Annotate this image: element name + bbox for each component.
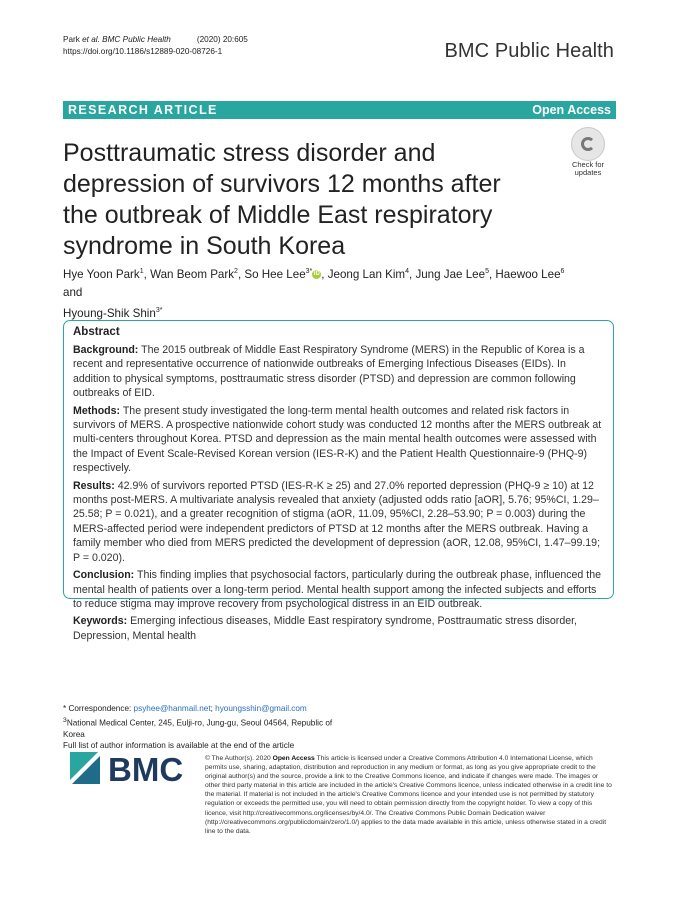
- author-separator: ,: [321, 267, 328, 281]
- abstract-background: [73, 343, 605, 401]
- keywords-text: Emerging infectious diseases, Middle East respiratory syndrome, Posttraumatic stress disorder, Depression, Mental health: [73, 615, 578, 642]
- open-access-label: Open Access: [532, 103, 611, 117]
- full-author-info-note: Full list of author information is available at the end of the article: [63, 741, 295, 751]
- results-text: 42.9% of survivors reported PTSD (IES-R-K ≥ 25) and 27.0% reported depression (PHQ-9 ≥ 10) at 12 months post-MERS. A multivariate analysis revealed that anxiety (adjusted odds ratio [aOR], 5.76; 95%CI, 1.29–25.58; P = 0.021), and a greater recognition of stigma (aOR, 11.09, 95%CI, 2.28–53.90; P = 0.003) during the MERS-affected period were independent predictors of PTSD at 12 months after the MERS outbreak. Having a family member who died from MERS predicted the development of depression (aOR, 12.08, 95%CI, 1.47–99.19; P = 0.020).: [73, 479, 601, 564]
- results-label: Results:: [73, 479, 115, 492]
- author-list: [63, 263, 583, 323]
- author-affiliation: 3*: [155, 306, 163, 314]
- author-name[interactable]: So Hee Lee: [244, 267, 306, 281]
- check-updates-label: Check for updates: [571, 160, 605, 177]
- author-affiliation: 3*: [305, 268, 313, 275]
- author-name[interactable]: Jeong Lan Kim: [327, 267, 406, 281]
- author-affiliation: 6: [560, 268, 565, 275]
- check-updates-icon: [571, 127, 605, 161]
- email-separator: ;: [210, 704, 216, 713]
- correspondence-line: [63, 703, 333, 715]
- orcid-icon[interactable]: iD: [313, 271, 320, 278]
- citation-journal: et al. BMC Public Health: [82, 35, 171, 44]
- journal-name: BMC Public Health: [444, 40, 614, 62]
- doi-link[interactable]: https://doi.org/10.1186/s12889-020-08726-1: [63, 47, 223, 56]
- methods-text: The present study investigated the long-term mental health outcomes and related risk factors in survivors of MERS. A prospective nationwide cohort study was conducted 12 months after the MERS outbreak at multi-centers throughout Korea. PTSD and depression as the main mental health outcomes were assessed with the Impact of Event Scale-Revised Korean version (IES-R-K) and the Patient Health Questionnaire-9 (PHQ-9) respectively.: [73, 404, 602, 475]
- keywords-label: Keywords:: [73, 615, 128, 628]
- copyright-notice: © The Author(s). 2020: [205, 755, 273, 762]
- email-link[interactable]: psyhee@hanmail.net: [133, 704, 211, 713]
- author-separator: ,: [143, 267, 151, 281]
- author-name[interactable]: Hyoung-Shik Shin: [63, 306, 156, 320]
- author-affiliation: 4: [405, 268, 409, 275]
- abstract-box: [63, 320, 614, 642]
- correspondence-label: * Correspondence:: [63, 704, 134, 713]
- author-separator: ,: [408, 267, 416, 281]
- abstract-conclusion: [73, 568, 605, 611]
- email-link[interactable]: hyoungsshin@gmail.com: [215, 704, 307, 713]
- open-access-notice: Open Access: [272, 755, 315, 762]
- author-separator: ,: [237, 267, 245, 281]
- license-text: [205, 754, 615, 836]
- bmc-logo-text: BMC: [108, 751, 184, 786]
- affiliation-text: National Medical Center, 245, Eulji-ro, Jung-gu, Seoul 04564, Republic of Korea: [63, 718, 333, 739]
- methods-label: Methods:: [73, 404, 121, 417]
- author-name[interactable]: Jung Jae Lee: [415, 267, 486, 281]
- abstract-methods: [73, 404, 605, 476]
- conclusion-label: Conclusion:: [73, 569, 135, 582]
- running-header: [63, 34, 248, 58]
- article-type-banner: [63, 101, 616, 119]
- article-title: Posttraumatic stress disorder and depression of survivors 12 months after the outbreak of Middle East respiratory syndrome in South Korea: [63, 139, 501, 260]
- citation-authors: Park: [63, 35, 83, 44]
- author-affiliation: 5: [485, 268, 489, 275]
- abstract-keywords: [73, 614, 605, 643]
- citation-line: [63, 34, 248, 46]
- abstract-results: [73, 479, 605, 565]
- author-separator: ,: [488, 267, 496, 281]
- check-for-updates-button[interactable]: [563, 127, 613, 182]
- author-name[interactable]: Haewoo Lee: [495, 267, 561, 281]
- author-affiliation: 1: [139, 268, 144, 275]
- affiliation-note: [63, 715, 333, 741]
- footnotes: [63, 703, 333, 752]
- author-conjunction: and: [63, 285, 83, 299]
- author-name[interactable]: Wan Beom Park: [150, 267, 235, 281]
- affiliation-number: 3: [63, 716, 67, 724]
- conclusion-text: This finding implies that psychosocial factors, particularly during the outbreak phase, influenced the mental health of patients over a long-term period. Mental health support among the infected subjects and efforts to reduce stigma may improve recovery from psychological distress in an EID outbreak.: [73, 569, 601, 610]
- refresh-icon: [581, 137, 595, 151]
- citation-year: (2020) 20:605: [196, 35, 248, 44]
- license-body: This article is licensed under a Creative Commons Attribution 4.0 International License, which permits use, sharing, adaptation, distribution and reproduction in any medium or format, as long as you give appropriate credit to the original author(s) and the source, provide a link to the Creative Commons licence, and indicate if changes were made. The images or other third party material in this article are included in the article's Creative Commons licence, unless indicated otherwise in a credit line to the material. If material is not included in the article's Creative Commons licence and your intended use is not permitted by statutory regulation or exceeds the permitted use, you will need to obtain permission directly from the copyright holder. To view a copy of this licence, visit http://creativecommons.org/licenses/by/4.0/. The Creative Commons Public Domain Dedication waiver (http://creativecommons.org/publicdomain/zero/1.0/) applies to the data made available in this article, unless otherwise stated in a credit line to the data.: [205, 755, 612, 835]
- background-text: The 2015 outbreak of Middle East Respiratory Syndrome (MERS) in the Republic of Korea is a recent and representative occurrence of nationwide outbreaks of Emerging Infectious Diseases (EIDs). In addition to physical symptoms, posttraumatic stress disorder (PTSD) and depression are common following outbreaks of EID.: [73, 344, 585, 400]
- abstract-heading: Abstract: [73, 326, 120, 338]
- article-type-label: RESEARCH ARTICLE: [68, 103, 218, 117]
- bmc-logo: [70, 750, 195, 786]
- author-affiliation: 2: [234, 268, 238, 275]
- background-label: Background:: [73, 344, 139, 356]
- author-name[interactable]: Hye Yoon Park: [63, 267, 140, 281]
